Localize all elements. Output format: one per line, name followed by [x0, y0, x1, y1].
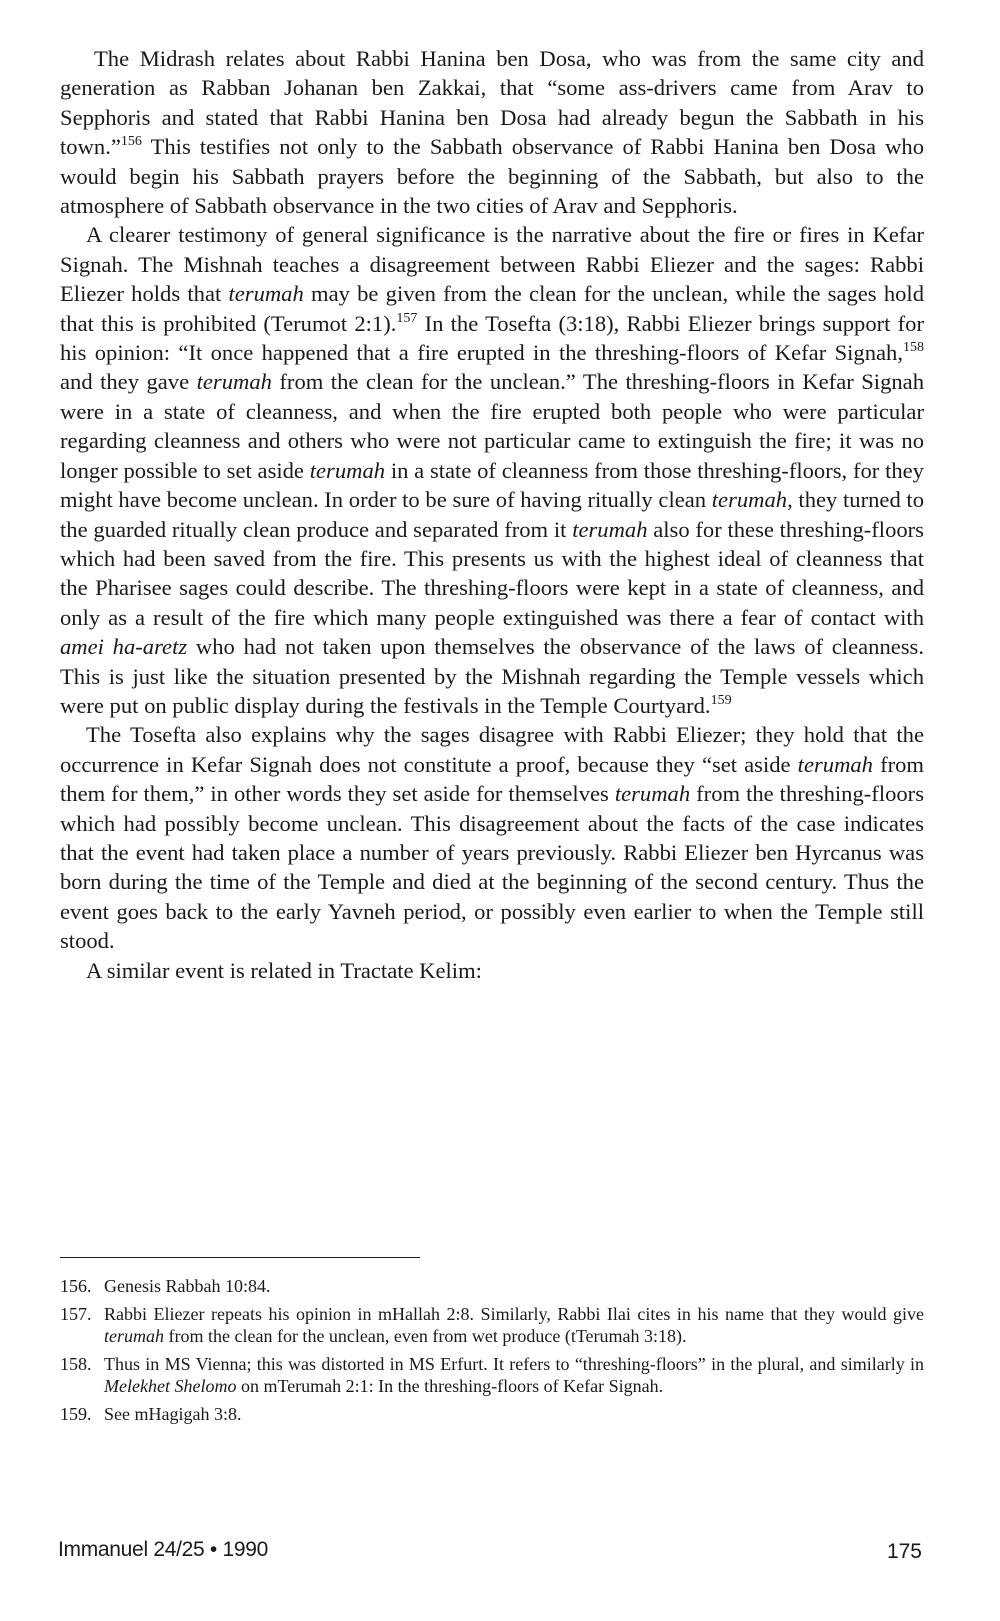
footnotes [60, 1275, 924, 1430]
footnote-ref-158[interactable]: 158 [903, 340, 924, 356]
footnote-number: 157. [60, 1303, 92, 1324]
footnote-text: from the clean for the unclean, even from wet produce (tTerumah 3:18). [164, 1326, 687, 1346]
paragraph-4 [60, 956, 924, 985]
paragraph-text: In the Tosefta (3:18), Rabbi Eliezer brings support for his opinion: “It once happened that a fire erupted in the threshing-floors of Kefar Signah, [60, 310, 924, 366]
footnote-158 [60, 1353, 924, 1398]
paragraph-text: who had not taken upon themselves the observance of the laws of cleanness. This is just like the situation presented by the Mishnah regarding the Temple vessels which were put on public display during the festivals in the Temple Courtyard. [60, 634, 924, 718]
paragraph-text: from them for them,” in other words they set aside for themselves [60, 751, 924, 807]
paragraph-text: The Midrash relates about Rabbi Hanina ben Dosa, who was from the same city and generation as Rabban Johanan ben Zakkai, that “some ass-drivers came from Arav to Sepphoris and stated that Rabbi Hanina ben Dosa had already begun the Sabbath in his town.” [60, 46, 924, 160]
main-text [60, 44, 924, 985]
footnote-text: See mHagigah 3:8. [104, 1403, 242, 1424]
paragraph-text: A clearer testimony of general significance is the narrative about the fire or fires in Kefar Signah. The Mishnah teaches a disagreement between Rabbi Eliezer and the sages: Rabbi Eliezer holds that [60, 222, 924, 307]
footnote-text: Rabbi Eliezer repeats his opinion in mHallah 2:8. Similarly, Rabbi Ilai cites in his name that they would give [104, 1303, 924, 1324]
footnote-number: 156. [60, 1276, 92, 1296]
footnote-157 [60, 1303, 924, 1348]
footnote-divider [60, 1257, 420, 1258]
paragraph-text: The Tosefta also explains why the sages disagree with Rabbi Eliezer; they hold that the occurrence in Kefar Signah does not constitute a proof, because they “set aside [60, 722, 924, 777]
paragraph-text: also for these threshing-floors which had been saved from the fire. This presents us with the highest ideal of cleanness that the Pharisee sages could describe. The threshing-floors were kept in a state of cleanness, and only as a result of the fire which many people extinguished was there a fear of contact with [60, 516, 924, 630]
italic-term: terumah [196, 369, 272, 395]
footnote-number: 158. [60, 1353, 92, 1374]
footnote-text: Thus in MS Vienna; this was distorted in MS Erfurt. It refers to “threshing-floors” in the plural, and similarly in [104, 1353, 924, 1374]
journal-footer: Immanuel 24/25 • 1990 [58, 1538, 269, 1561]
footnote-159 [60, 1403, 924, 1426]
paragraph-text: may be given from the clean for the unclean, while the sages hold that this is prohibited (Terumot 2:1). [60, 281, 924, 336]
paragraph-text: and they gave [60, 369, 197, 395]
paragraph-text: from the clean for the unclean.” The threshing-floors in Kefar Signah were in a state of cleanness, and when the fire erupted both people who were particular regarding cleanness and others who were not particular came to extinguish the fire; it was no longer possible to set aside [60, 369, 924, 483]
paragraph-1 [60, 44, 924, 220]
italic-term: terumah [614, 781, 691, 807]
page-number: 175 [886, 1540, 922, 1563]
italic-term: amei ha-aretz [60, 634, 188, 660]
paragraph-2 [60, 220, 924, 720]
italic-term: terumah [797, 751, 873, 777]
footnote-text: Genesis Rabbah 10:84. [104, 1276, 271, 1296]
paragraph-text: they turned to the guarded ritually clean produce and separated from it [60, 487, 924, 542]
paragraph-text: from the threshing-floors which had possibly become unclean. This disagreement about the facts of the case indicates that the event had taken place a number of years previously. Rabbi Eliezer ben Hyrcanus was born during the time of the Temple and died at the beginning of the second century. Thus the event goes back to the early Yavneh period, or possibly even earlier to when the Temple still stood. [60, 781, 925, 954]
footnote-156 [60, 1275, 924, 1298]
italic-term: terumah [309, 457, 386, 483]
italic-term: terumah, [711, 487, 793, 513]
footnote-number: 159. [60, 1403, 92, 1424]
italic-term: terumah [572, 516, 648, 542]
footnote-text: on mTerumah 2:1: In the threshing-floors of Kefar Signah. [236, 1376, 664, 1396]
italic-term: terumah [228, 281, 304, 307]
paragraph-text: A similar event is related in Tractate Kelim: [86, 957, 482, 983]
paragraph-text: in a state of cleanness from those threshing-floors, for they might have become unclean. In order to be sure of having ritually clean [60, 457, 924, 513]
paragraph-text: This testifies not only to the Sabbath observance of Rabbi Hanina ben Dosa who would begin his Sabbath prayers before the beginning of the Sabbath, but also to the atmosphere of Sabbath observance in the two cities of Arav and Sepphoris. [60, 134, 924, 219]
italic-term: terumah [104, 1326, 164, 1346]
italic-term: Melekhet Shelomo [104, 1376, 237, 1396]
footnote-ref-159[interactable]: 159 [710, 692, 732, 708]
paragraph-3 [60, 720, 924, 955]
footnote-ref-157[interactable]: 157 [396, 310, 418, 326]
footnote-ref-156[interactable]: 156 [120, 134, 142, 150]
